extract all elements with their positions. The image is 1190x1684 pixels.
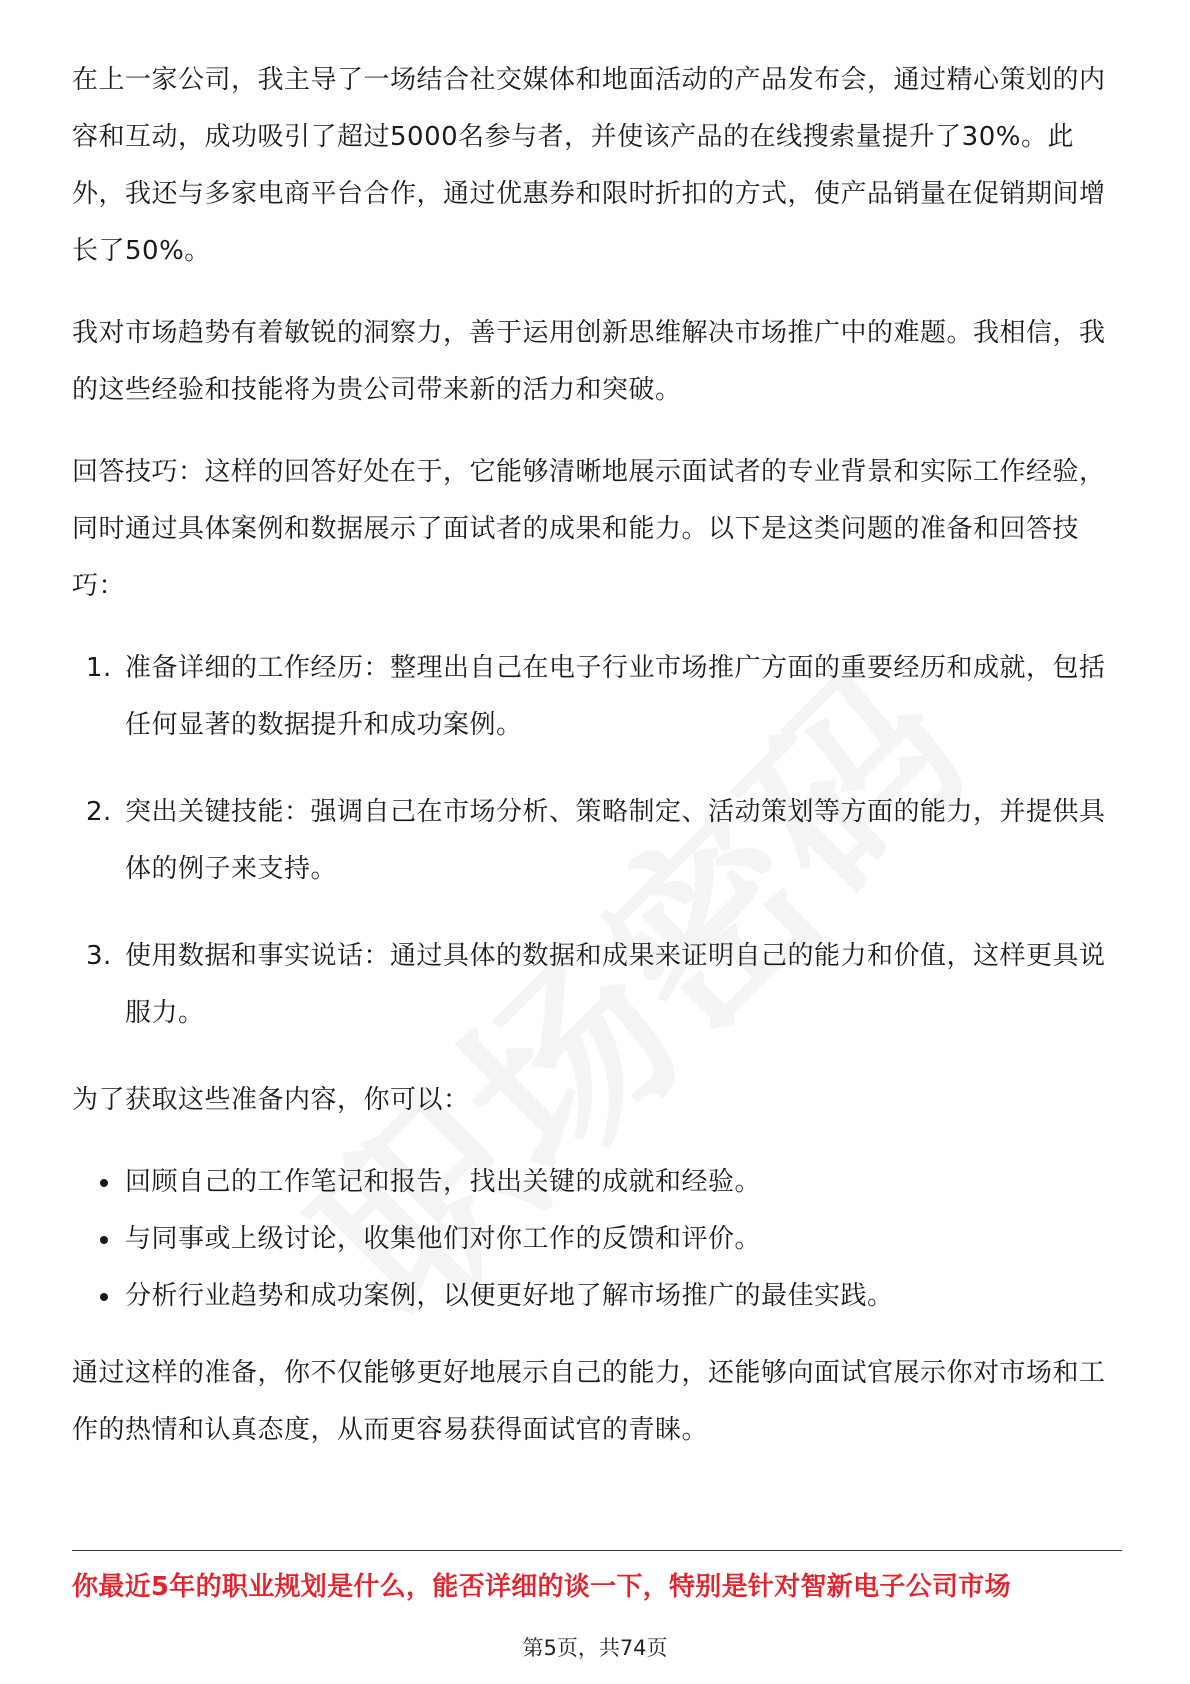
bullet-icon	[100, 1179, 108, 1187]
bullet-list	[72, 1154, 1122, 1325]
list-item-text: 分析行业趋势和成功案例，以便更好地了解市场推广的最佳实践。	[125, 1281, 894, 1311]
paragraph-insight: 我对市场趋势有着敏锐的洞察力，善于运用创新思维解决市场推广中的难题。我相信，我的这些经验和技能将为贵公司带来新的活力和突破。	[72, 318, 1106, 405]
paragraph-prep-intro: 为了获取这些准备内容，你可以：	[72, 1085, 470, 1115]
bullet-icon	[100, 1293, 108, 1301]
list-number: 3.	[86, 941, 112, 971]
list-item	[72, 1268, 1122, 1325]
list-item	[72, 928, 1122, 1042]
next-question-heading: 你最近5年的职业规划是什么，能否详细的谈一下，特别是针对智新电子公司市场	[72, 1572, 1011, 1602]
numbered-list	[72, 640, 1122, 1042]
list-item	[72, 640, 1122, 754]
list-item	[72, 784, 1122, 898]
bullet-icon	[100, 1236, 108, 1244]
list-item	[72, 1211, 1122, 1268]
list-item-text: 准备详细的工作经历：整理出自己在电子行业市场推广方面的重要经历和成就，包括任何显著的数据提升和成功案例。	[125, 653, 1106, 740]
paragraph-answer-tips: 回答技巧：这样的回答好处在于，它能够清晰地展示面试者的专业背景和实际工作经验，同时通过具体案例和数据展示了面试者的成果和能力。以下是这类问题的准备和回答技巧：	[72, 457, 1106, 601]
list-number: 2.	[86, 797, 112, 827]
paragraph-closing: 通过这样的准备，你不仅能够更好地展示自己的能力，还能够向面试官展示你对市场和工作的热情和认真态度，从而更容易获得面试官的青睐。	[72, 1358, 1106, 1445]
paragraph-experience: 在上一家公司，我主导了一场结合社交媒体和地面活动的产品发布会，通过精心策划的内容和互动，成功吸引了超过5000名参与者，并使该产品的在线搜索量提升了30%。此外，我还与多家电商平台合作，通过优惠券和限时折扣的方式，使产品销量在促销期间增长了50%。	[72, 65, 1106, 266]
list-item	[72, 1154, 1122, 1211]
list-item-text: 使用数据和事实说话：通过具体的数据和成果来证明自己的能力和价值，这样更具说服力。	[125, 941, 1106, 1028]
page-number: 第5页，共74页	[522, 1636, 668, 1660]
document-body	[72, 52, 1122, 1484]
list-number: 1.	[86, 653, 112, 683]
list-item-text: 突出关键技能：强调自己在市场分析、策略制定、活动策划等方面的能力，并提供具体的例子来支持。	[125, 797, 1106, 884]
list-item-text: 与同事或上级讨论，收集他们对你工作的反馈和评价。	[125, 1224, 762, 1254]
list-item-text: 回顾自己的工作笔记和报告，找出关键的成就和经验。	[125, 1167, 762, 1197]
divider	[72, 1550, 1122, 1551]
